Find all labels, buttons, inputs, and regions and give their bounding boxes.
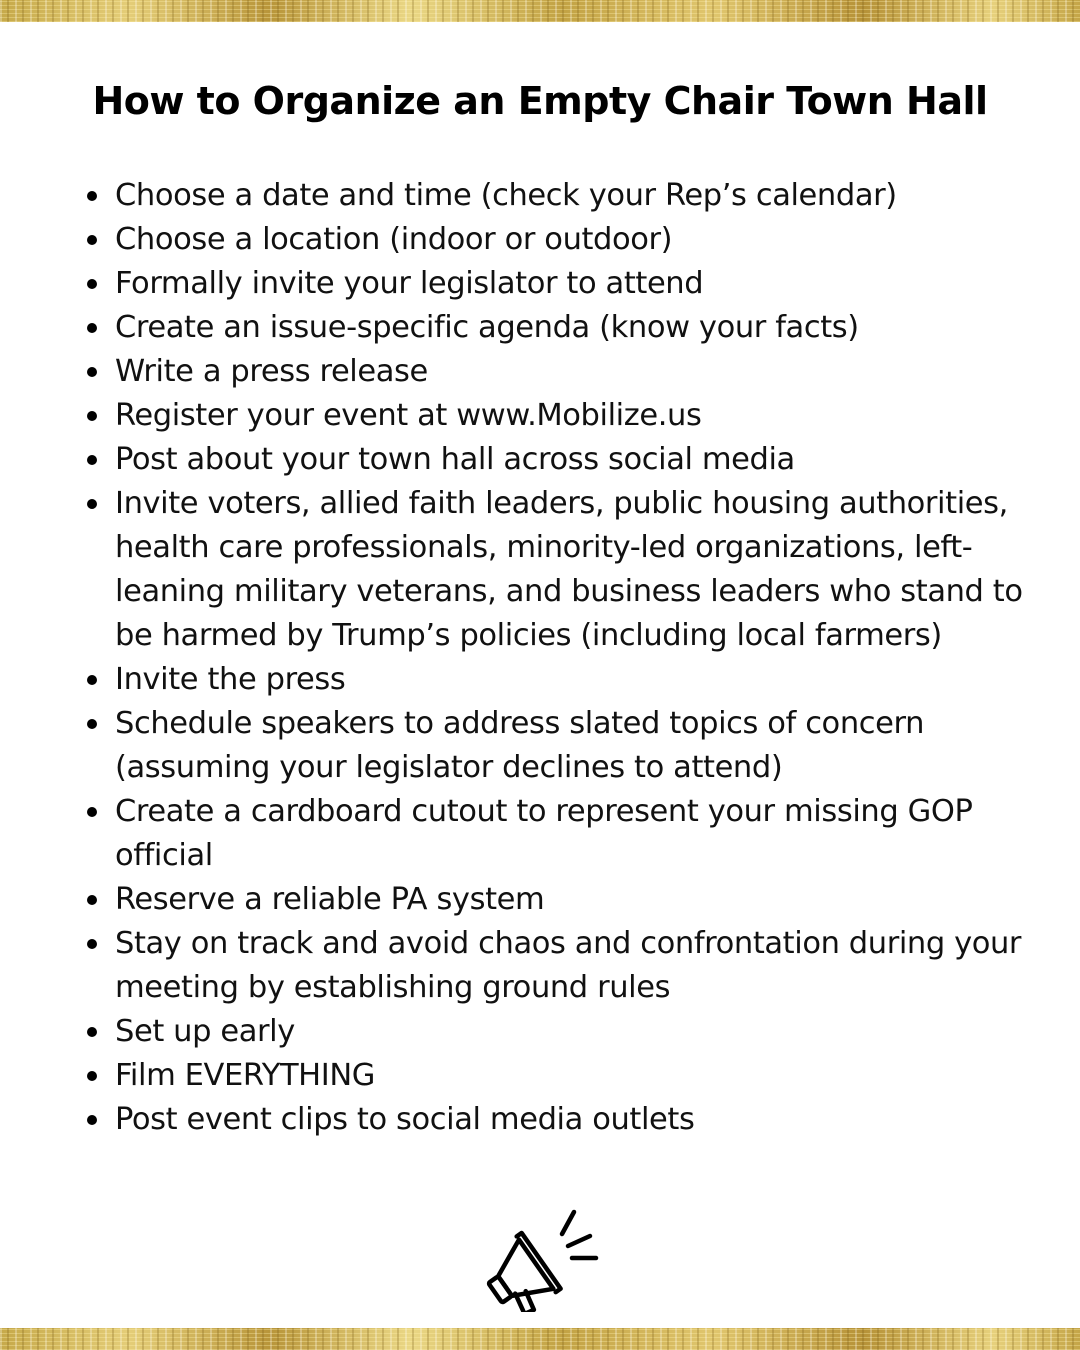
list-item-text: Create a cardboard cutout to represent your missing GOP official xyxy=(115,794,973,873)
list-item xyxy=(85,218,1025,262)
bullet-icon xyxy=(87,1027,97,1037)
list-item xyxy=(85,922,1025,1010)
list-item-text: Post about your town hall across social media xyxy=(115,442,795,477)
bullet-icon xyxy=(87,279,97,289)
list-item-text: Film EVERYTHING xyxy=(115,1058,375,1093)
list-item xyxy=(85,790,1025,878)
list-item xyxy=(85,658,1025,702)
list-item-text: Formally invite your legislator to attend xyxy=(115,266,704,301)
list-item-text: Create an issue-specific agenda (know your facts) xyxy=(115,310,859,345)
list-item xyxy=(85,1054,1025,1098)
list-item xyxy=(85,702,1025,790)
bullet-icon xyxy=(87,719,97,729)
bullet-icon xyxy=(87,191,97,201)
list-item xyxy=(85,350,1025,394)
megaphone-icon xyxy=(478,1200,602,1312)
list-item-text: Choose a location (indoor or outdoor) xyxy=(115,222,673,257)
list-item xyxy=(85,1098,1025,1142)
list-item-text: Write a press release xyxy=(115,354,428,389)
list-item xyxy=(85,878,1025,922)
list-item-text: Reserve a reliable PA system xyxy=(115,882,545,917)
page-title: How to Organize an Empty Chair Town Hall xyxy=(92,79,988,123)
list-item-text: Set up early xyxy=(115,1014,295,1049)
bullet-icon xyxy=(87,411,97,421)
bullet-icon xyxy=(87,1115,97,1125)
bullet-icon xyxy=(87,1071,97,1081)
gold-bottom-border xyxy=(0,1328,1080,1350)
list-item xyxy=(85,1010,1025,1054)
list-item xyxy=(85,262,1025,306)
list-item-text: Stay on track and avoid chaos and confrontation during your meeting by establishing ground rules xyxy=(115,926,1022,1005)
bullet-icon xyxy=(87,939,97,949)
list-item xyxy=(85,438,1025,482)
bullet-icon xyxy=(87,807,97,817)
gold-top-border xyxy=(0,0,1080,22)
list-item xyxy=(85,394,1025,438)
list-item-text: Choose a date and time (check your Rep’s calendar) xyxy=(115,178,897,213)
list-item-text: Invite the press xyxy=(115,662,346,697)
list-item xyxy=(85,174,1025,218)
list-item-text: Post event clips to social media outlets xyxy=(115,1102,695,1137)
bullet-icon xyxy=(87,895,97,905)
list-item xyxy=(85,482,1025,658)
list-item-text: Schedule speakers to address slated topics of concern (assuming your legislator declines to attend) xyxy=(115,706,925,785)
list-item-text: Register your event at www.Mobilize.us xyxy=(115,398,702,433)
bullet-icon xyxy=(87,499,97,509)
bullet-icon xyxy=(87,323,97,333)
bullet-icon xyxy=(87,367,97,377)
bullet-icon xyxy=(87,675,97,685)
list-item xyxy=(85,306,1025,350)
checklist xyxy=(85,174,1025,1142)
bullet-icon xyxy=(87,455,97,465)
list-item-text: Invite voters, allied faith leaders, public housing authorities, health care professionals, minority-led organizations, left-leaning military veterans, and business leaders who stand to be harmed by Trump’s policies (including local farmers) xyxy=(115,486,1023,653)
bullet-icon xyxy=(87,235,97,245)
